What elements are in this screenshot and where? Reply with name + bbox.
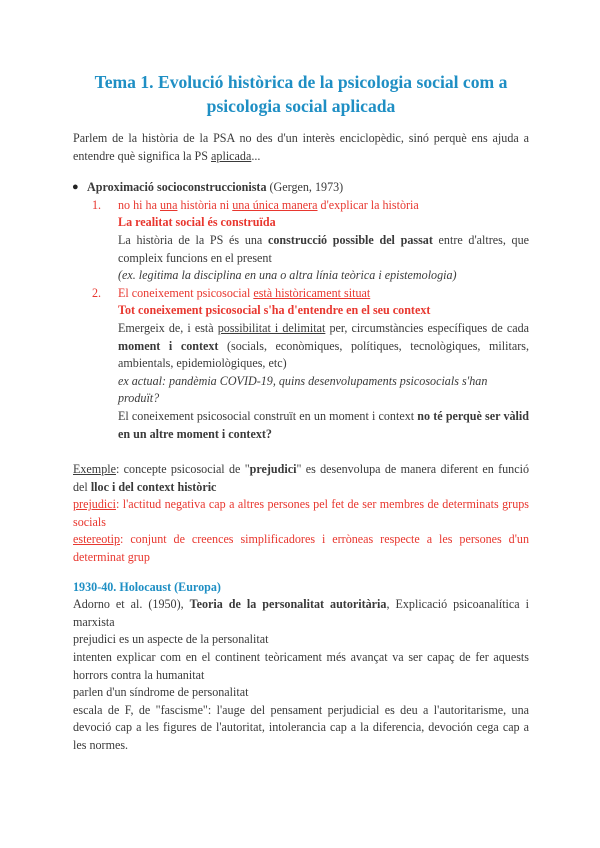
section1930-line3: intenten explicar com en el continent teòricament més avançat va ser capaç de fer aquests horrors contra la humanitat (73, 650, 529, 682)
intro-paragraph (73, 130, 529, 165)
section1930-line1 (73, 596, 529, 631)
item1-lead-u1: una (160, 197, 178, 212)
s1930-l1-bold: Teoria de la personalitat autoritària (189, 597, 387, 612)
item2-heading: Tot coneixement psicosocial s'ha d'entendre en el seu context (118, 303, 431, 318)
example-paragraph (73, 461, 529, 496)
bullet-item (73, 179, 529, 197)
numbered-item-1 (87, 197, 529, 285)
example-a: : concepte psicosocial de " (115, 462, 250, 477)
item1-number: 1. (92, 197, 102, 212)
s1930-l1-a: Adorno et al. (1950), (73, 597, 190, 612)
item2-p-b: per, circumstàncies específiques de cada (325, 320, 529, 335)
bullet-dot-icon: ● (72, 181, 79, 194)
section-heading-1930: 1930-40. Holocaust (Europa) (73, 579, 221, 594)
def2-term: estereotip (73, 532, 121, 547)
item1-lead-a: no hi ha (118, 197, 160, 212)
item1-lead-u2: una única manera (232, 197, 318, 212)
intro-text: Parlem de la història de la PSA no des d'un interès enciclopèdic, sinó perquè ens ajuda a entendre què significa la PS (73, 131, 529, 163)
item2-number: 2. (92, 285, 102, 300)
def1-term: prejudici (73, 497, 116, 512)
item2-last-bold: no té perquè ser vàlid en un altre moment i context? (118, 408, 529, 441)
item1-heading: La realitat social és construïda (118, 215, 276, 230)
example-label: Exemple (73, 462, 116, 477)
item1-lead-b: història ni (177, 197, 233, 212)
def2-text: : conjunt de creences simplificadores i erròneas respecte a les persones d'un determinat grup (73, 532, 529, 565)
item2-p-bold: moment i context (118, 338, 219, 353)
item2-last (118, 408, 529, 443)
item2-lead (118, 285, 529, 303)
definition-prejudici (73, 496, 529, 531)
item2-paragraph (118, 320, 529, 373)
numbered-item-2 (87, 285, 529, 443)
intro-underlined: aplicada (211, 148, 252, 163)
item1-italic-note: (ex. legitima la disciplina en una o altra línia teòrica i epistemologia) (118, 268, 457, 283)
bullet-bold: Aproximació socioconstruccionista (87, 180, 267, 195)
section1930-line5: escala de F, de "fascisme": l'auge del pensament perjudicial es deu a l'autoritarisme, una devoció cap a les figures de l'autoritat, intolerancia cap a la diferencia, devoción cega cap a les normes. (73, 702, 529, 752)
definition-estereotip (73, 531, 529, 566)
item1-lead (118, 197, 529, 215)
example-b: " es desenvolupa de manera diferent en funció del (73, 462, 529, 494)
item1-paragraph (118, 232, 529, 267)
def1-text: : l'actitud negativa cap a altres persones pel fet de ser membres de determinats grups socials (73, 497, 529, 529)
item2-last-a: El coneixement psicosocial construït en un moment i context (118, 408, 418, 423)
item2-lead-a: El coneixement psicosocial (118, 285, 254, 300)
document-page (73, 70, 529, 755)
item1-p-bold: construcció possible del passat (267, 232, 433, 247)
item2-p-u: possibilitat i delimitat (217, 320, 326, 335)
bullet-rest: (Gergen, 1973) (266, 180, 344, 195)
example-bold1: prejudici (249, 462, 297, 477)
item2-p-c: (socials, econòmiques, polítiques, tecnològiques, militars, ambientals, epidemiològiques, etc) (118, 338, 529, 371)
item2-p-a: Emergeix de, i està (118, 320, 218, 335)
item2-italic-note: ex actual: pandèmia COVID-19, quins desenvolupaments psicosocials s'han produït? (118, 373, 488, 406)
item1-lead-c: d'explicar la història (317, 197, 419, 212)
section1930-line4: parlen d'un síndrome de personalitat (73, 685, 249, 700)
example-bold2: lloc i del context històric (90, 479, 217, 494)
item1-p-b: entre d'altres, que compleix funcions en el present (118, 232, 530, 265)
page-title: Tema 1. Evolució històrica de la psicologia social com a psicologia social aplicada (94, 72, 508, 116)
section1930-line2: prejudici es un aspecte de la personalitat (73, 632, 269, 647)
item2-lead-u: està històricament situat (253, 285, 371, 300)
item1-p-a: La història de la PS és una (118, 232, 268, 247)
intro-tail: ... (251, 148, 261, 163)
s1930-l1-b: , Explicació psicoanalítica i marxista (73, 597, 530, 629)
